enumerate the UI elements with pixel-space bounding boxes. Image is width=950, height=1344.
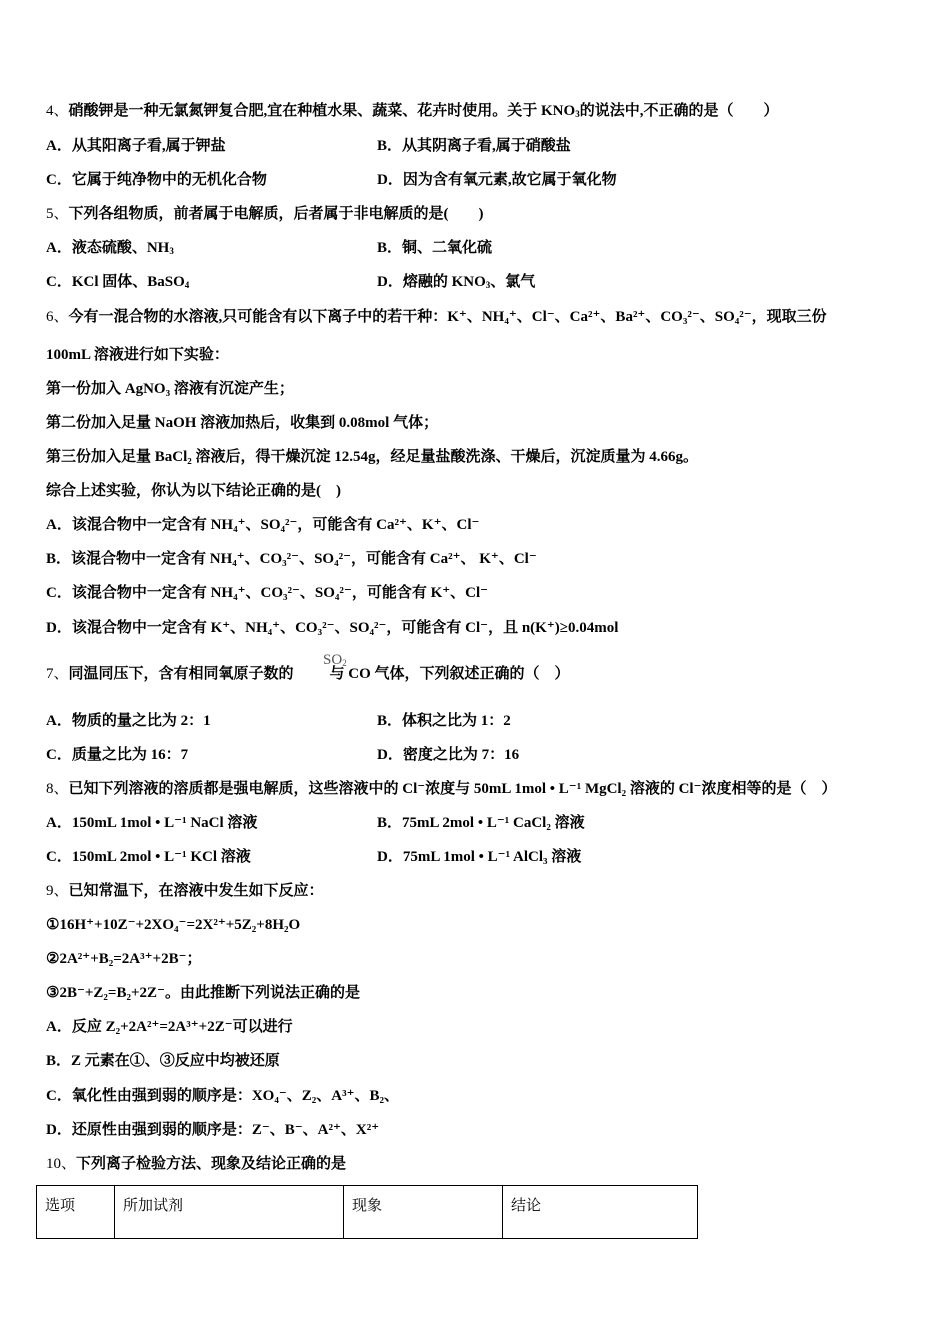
q5-option-a-text: A．液态硫酸、NH: [46, 240, 170, 256]
q8-stem-text: 已知下列溶液的溶质都是强电解质，这些溶液中的 Cl⁻浓度与 50mL 1mol • L⁻¹ MgCl₂ 溶液的 Cl⁻浓度相等的是（ ）: [68, 781, 837, 797]
q7-stem-text-b: 与 CO 气体，下列叙述正确的（ ）: [329, 666, 570, 682]
q4-number: 4、: [46, 103, 69, 119]
q5-option-b[interactable]: B．铜、二氧化硫: [377, 240, 493, 256]
q7-option-a[interactable]: A．物质的量之比为 2：1: [46, 713, 211, 729]
q8-option-b[interactable]: B．75mL 2mol • L⁻¹ CaCl₂ 溶液: [377, 815, 585, 831]
q8-number: 8、: [46, 781, 69, 797]
q8-option-d[interactable]: D．75mL 1mol • L⁻¹ AlCl₃ 溶液: [377, 849, 582, 865]
q9-reaction-2: ②2A²⁺+B₂=2A³⁺+2B⁻；: [46, 951, 202, 967]
q5-option-c[interactable]: [46, 272, 189, 292]
q6-option-a[interactable]: A．该混合物中一定含有 NH₄⁺、SO₄²⁻，可能含有 Ca²⁺、K⁺、Cl⁻: [46, 517, 480, 533]
q9-reaction-1: ①16H⁺+10Z⁻+2XO₄⁻=2X²⁺+5Z₂+8H₂O: [46, 917, 301, 933]
q7-stem-text-a: 同温同压下，含有相同氧原子数的: [68, 666, 294, 682]
q10-number: 10、: [46, 1156, 77, 1172]
q6-number: 6、: [46, 309, 69, 325]
q10-table: [36, 1185, 698, 1239]
table-header-row: [37, 1186, 698, 1239]
q4-stem: [46, 101, 778, 121]
q9-option-c[interactable]: C．氧化性由强到弱的顺序是：XO₄⁻、Z₂、A³⁺、B₂、: [46, 1088, 399, 1104]
q7-so2-formula: [323, 652, 347, 669]
q5-stem: [46, 204, 484, 224]
q7-stem: [46, 664, 570, 684]
q4-option-c[interactable]: C．它属于纯净物中的无机化合物: [46, 172, 267, 188]
q8-stem: [46, 779, 837, 799]
q5-option-d-text-a: D．熔融的 KNO: [377, 274, 486, 290]
q6-option-d[interactable]: D．该混合物中一定含有 K⁺、NH₄⁺、CO₃²⁻、SO₄²⁻，可能含有 Cl⁻，且 n(K⁺)≥0.04mol: [46, 620, 619, 636]
so2-sub: 2: [342, 658, 347, 668]
q5-number: 5、: [46, 206, 69, 222]
q7-number: 7、: [46, 666, 69, 682]
q5-option-d-text-b: 、氯气: [490, 274, 536, 290]
table-header-conclusion: 结论: [503, 1186, 698, 1239]
q5-option-c-text: C．KCl 固体、BaSO: [46, 274, 185, 290]
q5-option-d-sub: 3: [485, 280, 491, 290]
q4-option-b[interactable]: B．从其阴离子看,属于硝酸盐: [377, 138, 571, 154]
q4-option-a[interactable]: A．从其阳离子看,属于钾盐: [46, 138, 226, 154]
q6-experiment-1: 第一份加入 AgNO₃ 溶液有沉淀产生；: [46, 381, 294, 397]
q5-stem-text: 下列各组物质，前者属于电解质，后者属于非电解质的是( ): [68, 206, 484, 222]
q6-experiment-3: 第三份加入足量 BaCl₂ 溶液后，得干燥沉淀 12.54g，经足量盐酸洗涤、干燥后，沉淀质量为 4.66g。: [46, 449, 699, 465]
q9-stem: [46, 881, 324, 901]
q9-number: 9、: [46, 883, 69, 899]
q6-prompt: 综合上述实验，你认为以下结论正确的是( ): [46, 483, 341, 499]
q8-option-a[interactable]: A．150mL 1mol • L⁻¹ NaCl 溶液: [46, 815, 258, 831]
q9-option-b[interactable]: B．Z 元素在①、③反应中均被还原: [46, 1053, 280, 1069]
q6-experiment-2: 第二份加入足量 NaOH 溶液加热后，收集到 0.08mol 气体；: [46, 415, 439, 431]
q4-stem-text-b: 的说法中,不正确的是（ ）: [579, 103, 779, 119]
q6-option-b[interactable]: B．该混合物中一定含有 NH₄⁺、CO₃²⁻、SO₄²⁻，可能含有 Ca²⁺、 K⁺、Cl⁻: [46, 551, 537, 567]
q5-option-d[interactable]: [377, 272, 535, 292]
table-header-reagent: 所加试剂: [115, 1186, 344, 1239]
q9-stem-text: 已知常温下，在溶液中发生如下反应：: [68, 883, 324, 899]
q6-stem-text: 今有一混合物的水溶液,只可能含有以下离子中的若干种：K⁺、NH₄⁺、Cl⁻、Ca²⁺、Ba²⁺、CO₃²⁻、SO₄²⁻，现取三份: [68, 309, 827, 325]
q8-option-c[interactable]: C．150mL 2mol • L⁻¹ KCl 溶液: [46, 849, 251, 865]
q6-option-c[interactable]: C．该混合物中一定含有 NH₄⁺、CO₃²⁻、SO₄²⁻，可能含有 K⁺、Cl⁻: [46, 585, 489, 601]
q5-option-a-sub: 3: [169, 246, 174, 256]
q10-stem-text: 下列离子检验方法、现象及结论正确的是: [76, 1156, 347, 1172]
q4-stem-text-a: 硝酸钾是一种无氯氮钾复合肥,宜在种植水果、蔬菜、花卉时使用。关于 KNO: [68, 103, 576, 119]
q10-stem: [46, 1154, 346, 1174]
q5-option-a[interactable]: [46, 238, 174, 258]
q9-option-a[interactable]: A．反应 Z₂+2A²⁺=2A³⁺+2Z⁻可以进行: [46, 1019, 293, 1035]
so2-text: SO: [323, 652, 343, 668]
table-header-phenomenon: 现象: [344, 1186, 503, 1239]
q7-option-b[interactable]: B．体积之比为 1：2: [377, 713, 511, 729]
table-header-option: 选项: [37, 1186, 115, 1239]
q6-stem-line1: [46, 307, 827, 327]
q9-option-d[interactable]: D．还原性由强到弱的顺序是：Z⁻、B⁻、A²⁺、X²⁺: [46, 1122, 380, 1138]
q4-option-d[interactable]: D．因为含有氧元素,故它属于氧化物: [377, 172, 617, 188]
q7-option-c[interactable]: C．质量之比为 16：7: [46, 747, 189, 763]
q4-stem-sub: 3: [575, 109, 580, 119]
q5-option-c-sub: 4: [184, 280, 190, 290]
q9-reaction-3: ③2B⁻+Z₂=B₂+2Z⁻。由此推断下列说法正确的是: [46, 985, 360, 1001]
q6-stem-line2: 100mL 溶液进行如下实验：: [46, 347, 229, 363]
q7-option-d[interactable]: D．密度之比为 7：16: [377, 747, 520, 763]
